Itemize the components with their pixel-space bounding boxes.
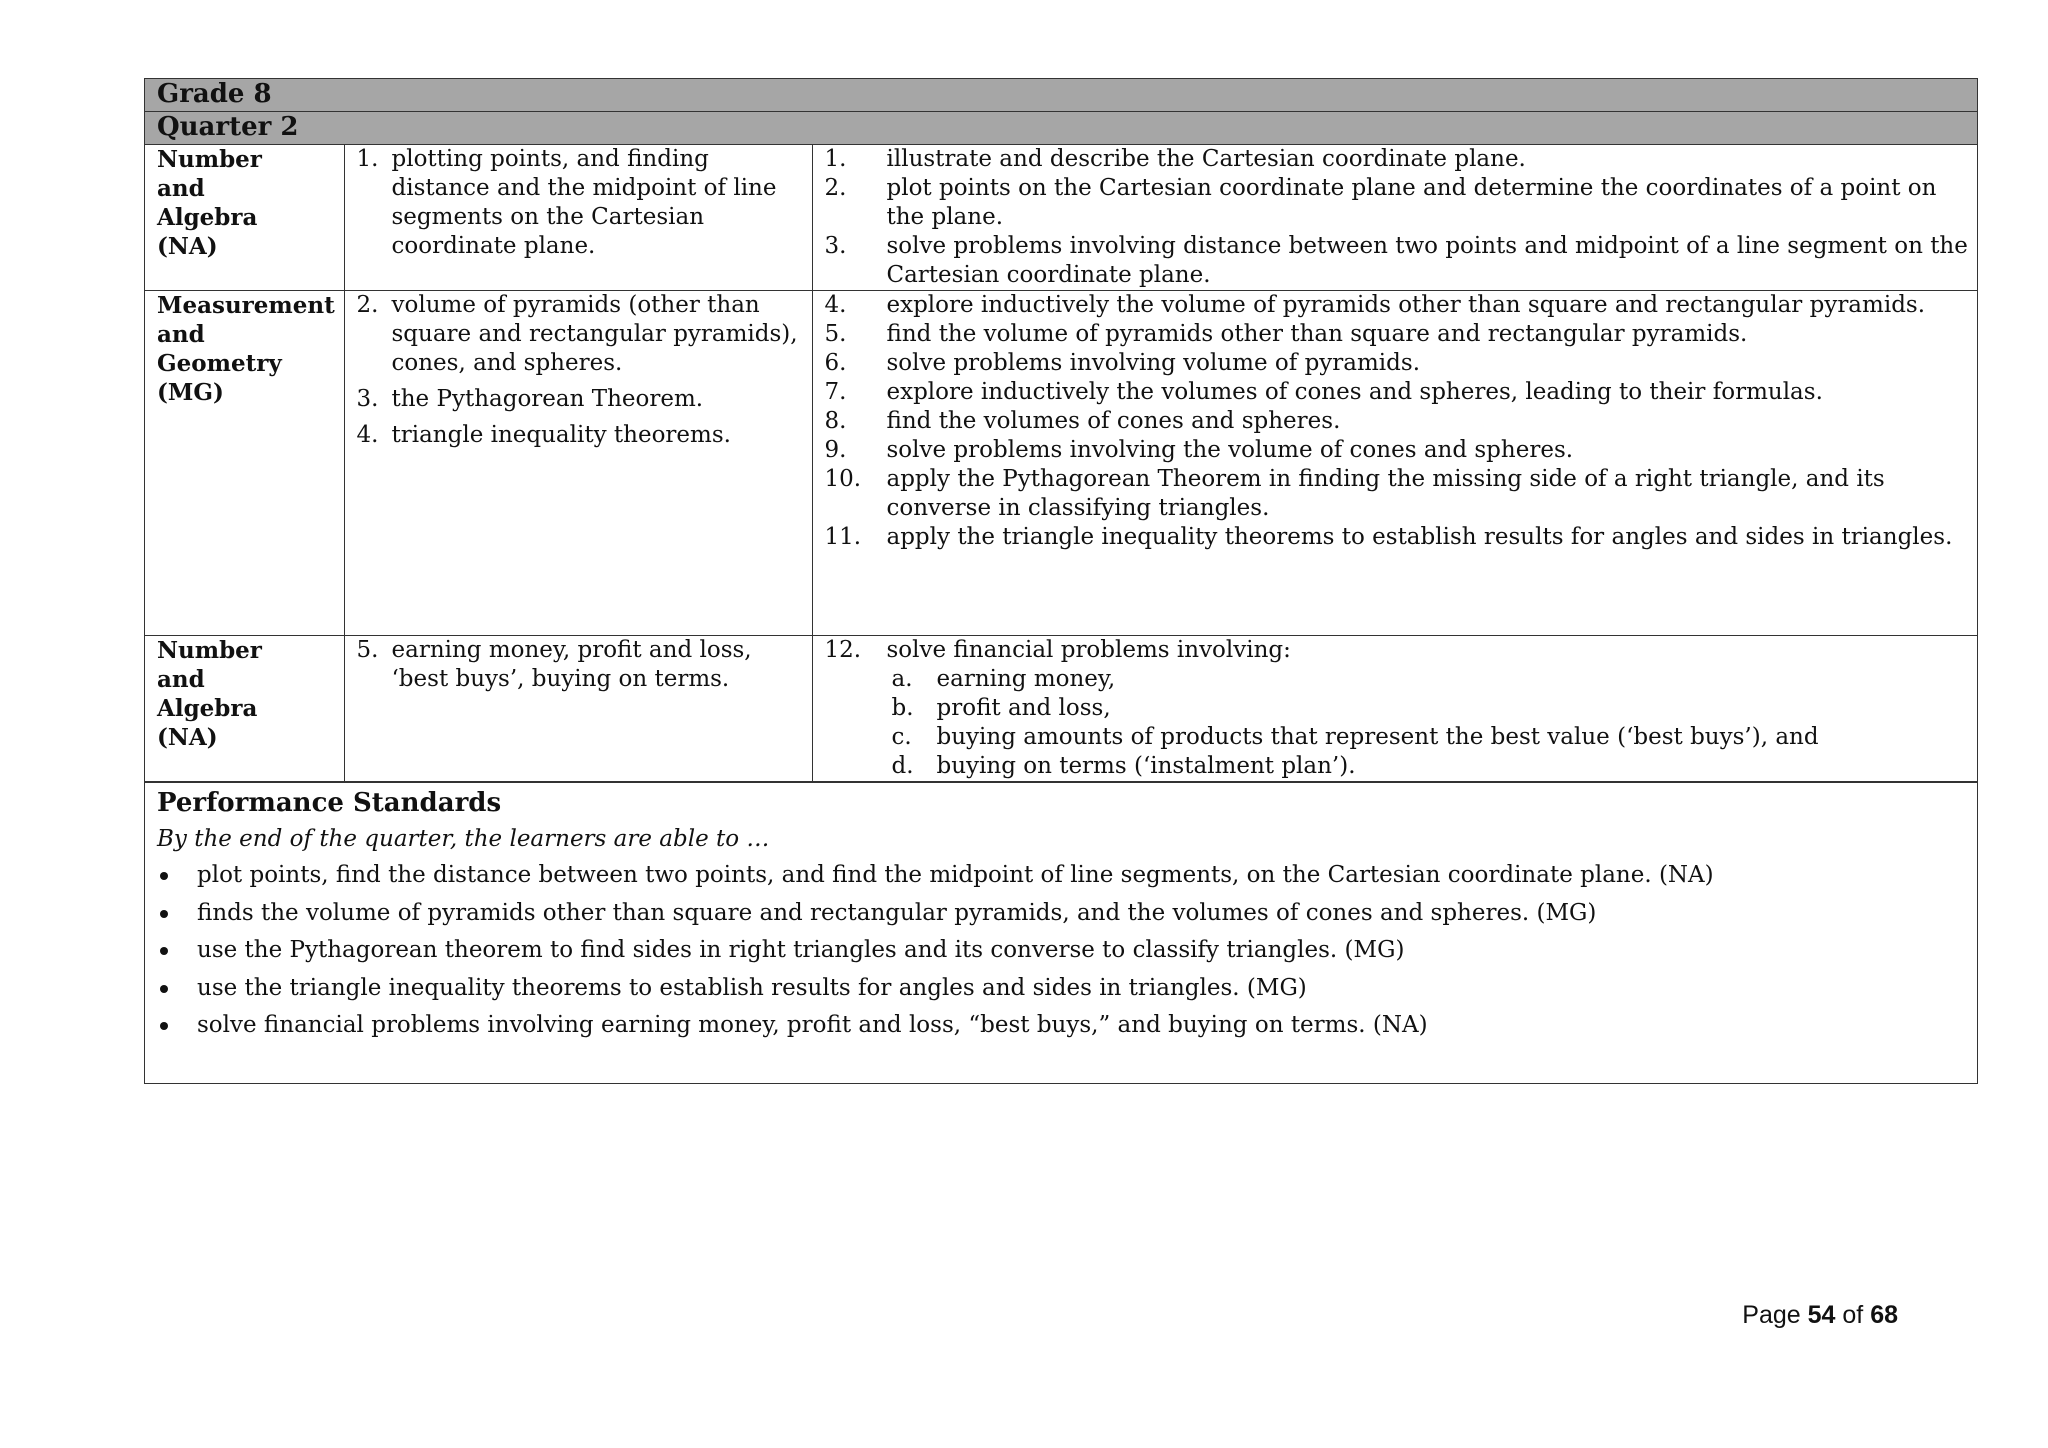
competency-cell: [812, 636, 1977, 782]
item-text: [887, 636, 1978, 781]
item-number: 9.: [824, 437, 847, 463]
list-item: [813, 378, 1978, 407]
content-cell: [344, 636, 812, 782]
competency-cell: [812, 145, 1977, 291]
item-text: solve problems involving volume of pyramids.: [886, 350, 1421, 376]
item-text: solve problems involving the volume of cones and spheres.: [886, 437, 1574, 463]
bullet-icon: [157, 970, 197, 1008]
item-text: the Pythagorean Theorem.: [391, 386, 704, 412]
item-number: 5.: [824, 321, 847, 347]
item-number: 10.: [824, 466, 862, 492]
list-item: [157, 970, 1965, 1008]
domain-line: (NA): [157, 233, 218, 260]
sub-item-letter: c.: [891, 724, 912, 750]
domain-line: Algebra: [157, 204, 258, 231]
list-item: [813, 320, 1978, 349]
domain-cell: [145, 291, 344, 636]
item-text: finds the volume of pyramids other than square and rectangular pyramids, and the volumes of cones and spheres. (MG): [197, 899, 1597, 926]
list-item: [345, 421, 812, 450]
sub-list: [887, 665, 1978, 781]
list-item: [345, 145, 812, 261]
bullet-icon: [157, 895, 197, 933]
item-number: 1.: [824, 146, 847, 172]
curriculum-table: [144, 78, 1978, 1084]
item-text: apply the Pythagorean Theorem in finding the missing side of a right triangle, and its converse in classifying triangles.: [886, 466, 1885, 521]
item-text: find the volumes of cones and spheres.: [886, 408, 1341, 434]
bullet-icon: [157, 932, 197, 970]
sub-item-text: profit and loss,: [936, 695, 1111, 721]
list-item: [157, 857, 1965, 895]
page-label: Page: [1742, 1301, 1801, 1329]
item-text: apply the triangle inequality theorems to establish results for angles and sides in triangles.: [886, 524, 1953, 550]
item-number: 2.: [356, 292, 379, 318]
item-text: illustrate and describe the Cartesian coordinate plane.: [886, 146, 1526, 172]
content-grid: [145, 145, 1977, 782]
sub-list-item: [887, 752, 1978, 781]
domain-line: Number: [157, 146, 262, 173]
sub-list-item: [887, 723, 1978, 752]
item-number: 12.: [824, 637, 862, 663]
performance-standards: [145, 782, 1977, 1083]
sub-item-text: earning money,: [936, 666, 1116, 692]
domain-line: (MG): [157, 379, 224, 406]
item-number: 4.: [824, 292, 847, 318]
list-item: [345, 291, 812, 378]
competency-cell: [812, 291, 1977, 636]
sub-item-letter: b.: [891, 695, 914, 721]
page-number: 54: [1807, 1301, 1836, 1329]
table-row: [145, 291, 1977, 636]
domain-line: (NA): [157, 724, 218, 751]
performance-title: Performance Standards: [157, 788, 502, 818]
item-number: 8.: [824, 408, 847, 434]
quarter-header: Quarter 2: [145, 112, 1977, 145]
performance-intro: By the end of the quarter, the learners are able to …: [157, 826, 770, 852]
item-text: plotting points, and finding distance and the midpoint of line segments on the Cartesian coordinate plane.: [391, 146, 777, 259]
item-text: use the triangle inequality theorems to establish results for angles and sides in triangles. (MG): [197, 974, 1307, 1001]
item-number: 7.: [824, 379, 847, 405]
item-number: 3.: [356, 386, 379, 412]
list-item: [813, 436, 1978, 465]
table-row: [145, 145, 1977, 291]
performance-list: [157, 857, 1965, 1045]
sub-list-item: [887, 665, 1978, 694]
bullet-icon: [157, 857, 197, 895]
item-number: 3.: [824, 233, 847, 259]
item-text: volume of pyramids (other than square and rectangular pyramids), cones, and spheres.: [391, 292, 798, 376]
content-cell: [344, 291, 812, 636]
list-item: [813, 145, 1978, 174]
list-item: [813, 636, 1978, 781]
item-text: explore inductively the volumes of cones and spheres, leading to their formulas.: [886, 379, 1823, 405]
domain-line: and: [157, 321, 205, 348]
domain-line: Geometry: [157, 350, 282, 377]
sub-item-letter: a.: [891, 666, 913, 692]
domain-cell: [145, 636, 344, 782]
list-item: [157, 932, 1965, 970]
content-cell: [344, 145, 812, 291]
item-text: plot points, find the distance between two points, and find the midpoint of line segments, on the Cartesian coordinate plane. (NA): [197, 862, 1714, 888]
list-item: [157, 895, 1965, 933]
item-text: find the volume of pyramids other than square and rectangular pyramids.: [886, 321, 1748, 347]
domain-line: and: [157, 666, 205, 693]
item-text: explore inductively the volume of pyramids other than square and rectangular pyramids.: [886, 292, 1926, 318]
bullet-icon: [157, 1007, 197, 1045]
item-text: use the Pythagorean theorem to find sides in right triangles and its converse to classify triangles. (MG): [197, 937, 1405, 963]
item-text: triangle inequality theorems.: [391, 422, 731, 448]
of-label: of: [1842, 1301, 1864, 1329]
grade-header: Grade 8: [145, 79, 1977, 112]
domain-line: Algebra: [157, 695, 258, 722]
item-text: plot points on the Cartesian coordinate plane and determine the coordinates of a point on the plane.: [886, 175, 1937, 230]
sub-list-item: [887, 694, 1978, 723]
sub-item-text: buying on terms (‘instalment plan’).: [936, 753, 1356, 779]
list-item: [813, 523, 1978, 552]
item-number: 4.: [356, 422, 379, 448]
item-text: solve financial problems involving earning money, profit and loss, “best buys,” and buying on terms. (NA): [197, 1012, 1428, 1038]
item-text: solve problems involving distance between two points and midpoint of a line segment on the Cartesian coordinate plane.: [886, 233, 1968, 288]
item-number: 1.: [356, 146, 379, 172]
domain-line: and: [157, 175, 205, 202]
list-item: [813, 349, 1978, 378]
list-item: [813, 174, 1978, 232]
list-item: [345, 636, 812, 694]
sub-item-text: buying amounts of products that represent the best value (‘best buys’), and: [936, 724, 1819, 750]
item-text: earning money, profit and loss, ‘best buys’, buying on terms.: [391, 637, 752, 692]
page-footer: [1742, 1300, 1898, 1330]
item-number: 2.: [824, 175, 847, 201]
sub-item-letter: d.: [891, 753, 914, 779]
list-item: [813, 232, 1978, 290]
list-item: [345, 385, 812, 414]
list-item: [813, 465, 1978, 523]
total-pages: 68: [1870, 1301, 1898, 1329]
item-number: 6.: [824, 350, 847, 376]
domain-line: Measurement: [157, 292, 335, 319]
domain-cell: [145, 145, 344, 291]
item-number: 5.: [356, 637, 379, 663]
item-number: 11.: [824, 524, 862, 550]
list-item: [813, 291, 1978, 320]
item-lead-text: solve financial problems involving:: [886, 637, 1291, 663]
list-item: [813, 407, 1978, 436]
table-row: [145, 636, 1977, 782]
domain-line: Number: [157, 637, 262, 664]
list-item: [157, 1007, 1965, 1045]
